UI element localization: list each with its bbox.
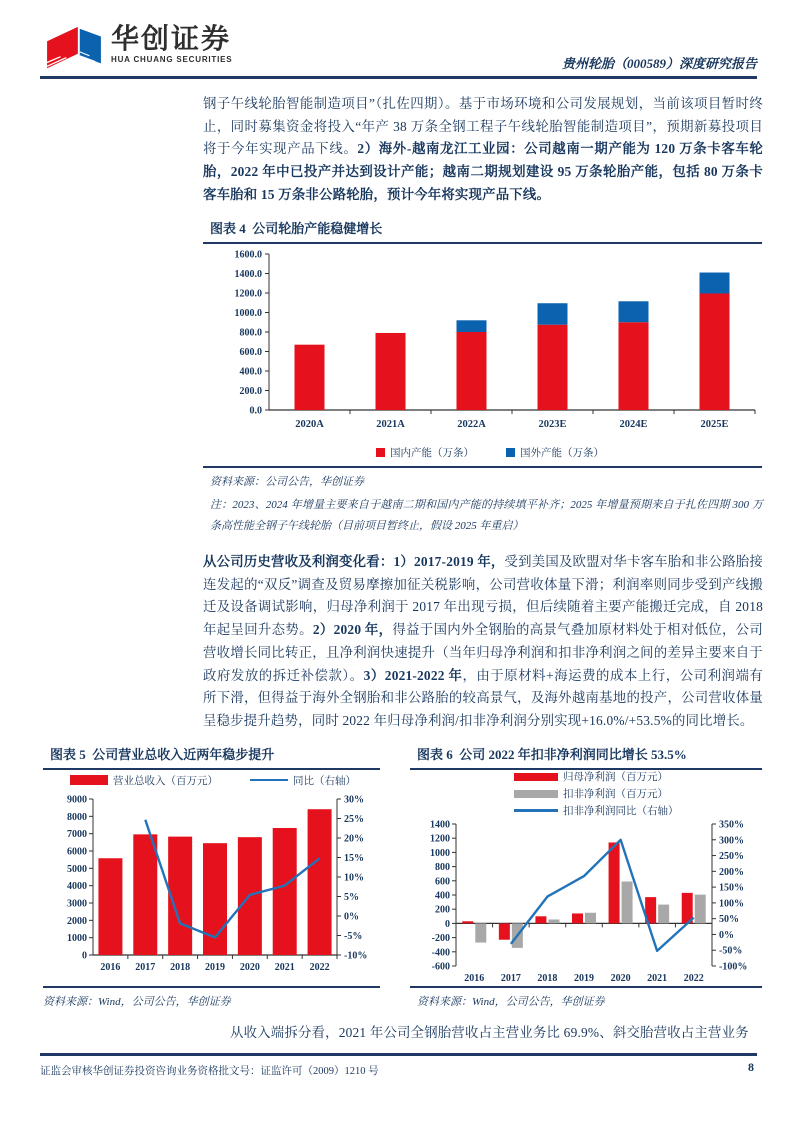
svg-text:0%: 0% [719, 929, 734, 941]
svg-text:2019: 2019 [205, 962, 225, 973]
svg-text:5000: 5000 [67, 863, 87, 875]
legend-label: 国外产能（万条） [520, 447, 604, 459]
capacity-chart-legend [215, 443, 765, 461]
svg-text:8000: 8000 [67, 811, 87, 823]
brand [111, 24, 232, 64]
svg-text:2023E: 2023E [538, 419, 567, 430]
figure4-bottom-rule [203, 466, 762, 468]
svg-text:-100%: -100% [719, 961, 748, 973]
svg-text:800: 800 [435, 862, 450, 874]
legend-item [514, 786, 668, 801]
svg-text:0.0: 0.0 [249, 405, 262, 417]
legend-line-swatch [514, 809, 558, 812]
p2-bold-1: 从公司历史营收及利润变化看：1）2017-2019 年， [203, 554, 505, 569]
svg-text:-200: -200 [431, 933, 450, 945]
revenue-chart-legend [43, 771, 383, 789]
svg-text:2000: 2000 [67, 915, 87, 927]
svg-text:200%: 200% [719, 866, 744, 878]
p2-text-1: 受到美国及欧盟对华卡客车胎和非公路胎接连发起的“双反”调查及贸易摩擦加征关税影响，公司营收体量下滑；利润率则同步受到产线搬迁及设备调试影响，归母净利润于 2017 年出现亏损，但后续随着主要产能搬迁完成，自 2018 年起呈回升态势。 [203, 554, 763, 638]
svg-text:300%: 300% [719, 835, 744, 847]
figure6-source: 资料来源：Wind，公司公告，华创证券 [417, 996, 605, 1008]
svg-text:1400: 1400 [430, 819, 450, 831]
brand-name: 华创证券 [111, 23, 232, 54]
svg-text:350%: 350% [719, 819, 744, 831]
svg-text:2021: 2021 [274, 962, 295, 973]
footer-rule [40, 1053, 757, 1056]
svg-text:1200: 1200 [430, 833, 450, 845]
svg-text:2016: 2016 [100, 962, 121, 973]
svg-text:2025E: 2025E [700, 419, 729, 430]
svg-text:2017: 2017 [500, 973, 521, 984]
legend-label: 同比（右轴） [293, 775, 356, 787]
svg-text:1600.0: 1600.0 [234, 249, 262, 261]
svg-text:600: 600 [435, 876, 450, 888]
logo [45, 24, 232, 74]
svg-text:400.0: 400.0 [239, 366, 262, 378]
legend-item [514, 769, 668, 784]
svg-text:1000: 1000 [67, 933, 87, 945]
svg-text:2020: 2020 [610, 973, 631, 984]
figure4-source: 资料来源：公司公告，华创证券 [210, 476, 364, 488]
svg-text:0%: 0% [344, 911, 359, 923]
svg-text:3000: 3000 [67, 898, 87, 910]
legend-item [250, 773, 356, 788]
svg-text:2018: 2018 [537, 973, 558, 984]
legend-bar-swatch [506, 448, 515, 457]
legend-bar-swatch [514, 773, 558, 781]
svg-text:5%: 5% [344, 892, 359, 903]
report-title: 贵州轮胎（000589）深度研究报告 [561, 56, 757, 71]
capacity-chart [215, 246, 765, 438]
svg-text:-600: -600 [431, 961, 450, 973]
svg-text:2017: 2017 [135, 962, 156, 973]
svg-text:250%: 250% [719, 851, 744, 863]
svg-text:600.0: 600.0 [239, 347, 262, 358]
svg-text:10%: 10% [344, 872, 364, 884]
figure5-source: 资料来源：Wind，公司公告，华创证券 [43, 996, 231, 1008]
svg-text:2021: 2021 [647, 973, 668, 984]
page-number: 8 [748, 1060, 754, 1074]
svg-text:2021A: 2021A [376, 419, 405, 430]
legend-item [376, 445, 474, 460]
legend-label: 营业总收入（百万元） [113, 775, 218, 787]
figure6-title: 图表 6 公司 2022 年扣非净利润同比增长 53.5% [410, 744, 762, 770]
svg-text:4000: 4000 [67, 881, 87, 893]
svg-text:1000: 1000 [430, 847, 450, 859]
p2-text-3: ，由于原材料+海运费的成本上行，公司利润端有所下滑，但得益于海外全钢胎和非公路胎的较高景气，及海外越南基地的投产，公司营收体量呈稳步提升趋势，同时 2022 年归母净利润/扣非净利润分别实现+16.0%/+53.5%的同比增长。 [203, 667, 764, 728]
legend-label: 扣非净利润同比（右轴） [563, 806, 679, 817]
svg-text:1200.0: 1200.0 [234, 288, 262, 300]
brand-name-en: HUA CHUANG SECURITIES [111, 55, 233, 64]
svg-text:50%: 50% [719, 914, 739, 926]
svg-text:2019: 2019 [574, 973, 594, 984]
svg-text:15%: 15% [344, 853, 364, 864]
svg-text:30%: 30% [344, 794, 364, 806]
svg-text:25%: 25% [344, 814, 364, 825]
svg-text:2022A: 2022A [457, 419, 486, 430]
p2-bold-3: 3）2021-2022 年 [363, 667, 463, 683]
paragraph-2 [203, 551, 763, 733]
svg-text:7000: 7000 [67, 829, 87, 841]
svg-text:400: 400 [435, 890, 450, 902]
svg-text:-50%: -50% [719, 945, 743, 957]
svg-text:2016: 2016 [464, 973, 485, 984]
header-rule [40, 76, 757, 79]
p1-normal-text: 钢子午线轮胎智能制造项目”（扎佐四期）。基于市场环境和公司发展规划，当前该项目暂时终止，同时募集资金将投入“年产 38 万条全钢工程子午线轮胎智能制造项目”，预期新募投项目将于今年实现产品下线。 [203, 96, 763, 157]
legend-bar-swatch [70, 775, 108, 785]
p2-text-2: 得益于国内外全钢胎的高景气叠加原材料处于相对低位，公司营收增长同比转正，且净利润快速提升（当年归母净利润和扣非净利润之间的差异主要来自于政府发放的拆迁补偿款）。 [203, 622, 763, 683]
legend-item [70, 773, 218, 788]
svg-text:-400: -400 [431, 947, 450, 959]
svg-text:6000: 6000 [67, 846, 87, 858]
legend-item [506, 445, 604, 460]
footer-license: 证监会审核华创证券投资咨询业务资格批文号：证监许可（2009）1210 号 [40, 1066, 379, 1077]
figure6-chart [410, 769, 762, 995]
svg-text:2020: 2020 [239, 962, 260, 973]
revenue-chart [43, 789, 383, 981]
svg-text:-10%: -10% [344, 950, 368, 962]
p1-bold-text: 2）海外-越南龙江工业园：公司越南一期产能为 120 万条卡客车轮胎，2022 年中已投产并达到设计产能；越南二期规划建设 95 万条轮胎产能，包括 80 万条卡客车胎和 15 万条非公路轮胎，预计今年将实现产品下线。 [203, 141, 763, 202]
legend-bar-swatch [376, 448, 385, 457]
legend-bar-swatch [514, 790, 558, 798]
logo-cube-icon [45, 24, 103, 74]
profit-chart [410, 818, 762, 990]
svg-text:0: 0 [82, 950, 87, 962]
svg-text:2022: 2022 [309, 962, 330, 973]
legend-label: 扣非净利润（百万元） [563, 789, 668, 800]
paragraph-3: 从收入端拆分看，2021 年公司全钢胎营收占主营业务比 69.9%、斜交胎营收占主营业务 [230, 1025, 749, 1040]
figure4-note: 注：2023、2024 年增量主要来自于越南二期和国内产能的持续填平补齐；2025 年增量预期来自于扎佐四期 300 万条高性能全钢子午线轮胎（目前项目暂终止，假设 2025 年重启） [210, 499, 763, 532]
legend-label: 归母净利润（百万元） [563, 772, 668, 783]
figure4-chart [215, 246, 765, 461]
svg-text:2022: 2022 [683, 973, 704, 984]
svg-text:20%: 20% [344, 833, 364, 845]
svg-text:0: 0 [445, 918, 450, 930]
svg-text:2018: 2018 [170, 962, 191, 973]
svg-text:200.0: 200.0 [239, 386, 262, 397]
legend-label: 国内产能（万条） [390, 447, 474, 459]
legend-line-swatch [250, 779, 288, 782]
figure5-bottom-rule [43, 986, 380, 988]
p2-bold-2: 2）2020 年， [312, 622, 393, 638]
svg-text:2020A: 2020A [295, 419, 324, 430]
svg-text:150%: 150% [719, 882, 744, 894]
figure4-title: 图表 4 公司轮胎产能稳健增长 [203, 218, 762, 244]
svg-text:1400.0: 1400.0 [234, 269, 262, 280]
figure5-title: 图表 5 公司营业总收入近两年稳步提升 [43, 744, 380, 770]
svg-text:1000.0: 1000.0 [234, 308, 262, 319]
figure6-bottom-rule [410, 986, 762, 988]
svg-text:200: 200 [435, 904, 450, 916]
svg-text:-5%: -5% [344, 931, 363, 942]
svg-text:9000: 9000 [67, 794, 87, 806]
figure5-chart [43, 771, 383, 986]
svg-text:100%: 100% [719, 898, 744, 910]
svg-text:2024E: 2024E [619, 419, 648, 430]
svg-text:800.0: 800.0 [239, 327, 262, 339]
paragraph-1 [203, 93, 763, 207]
legend-item [514, 803, 679, 818]
profit-chart-legend [514, 769, 762, 818]
